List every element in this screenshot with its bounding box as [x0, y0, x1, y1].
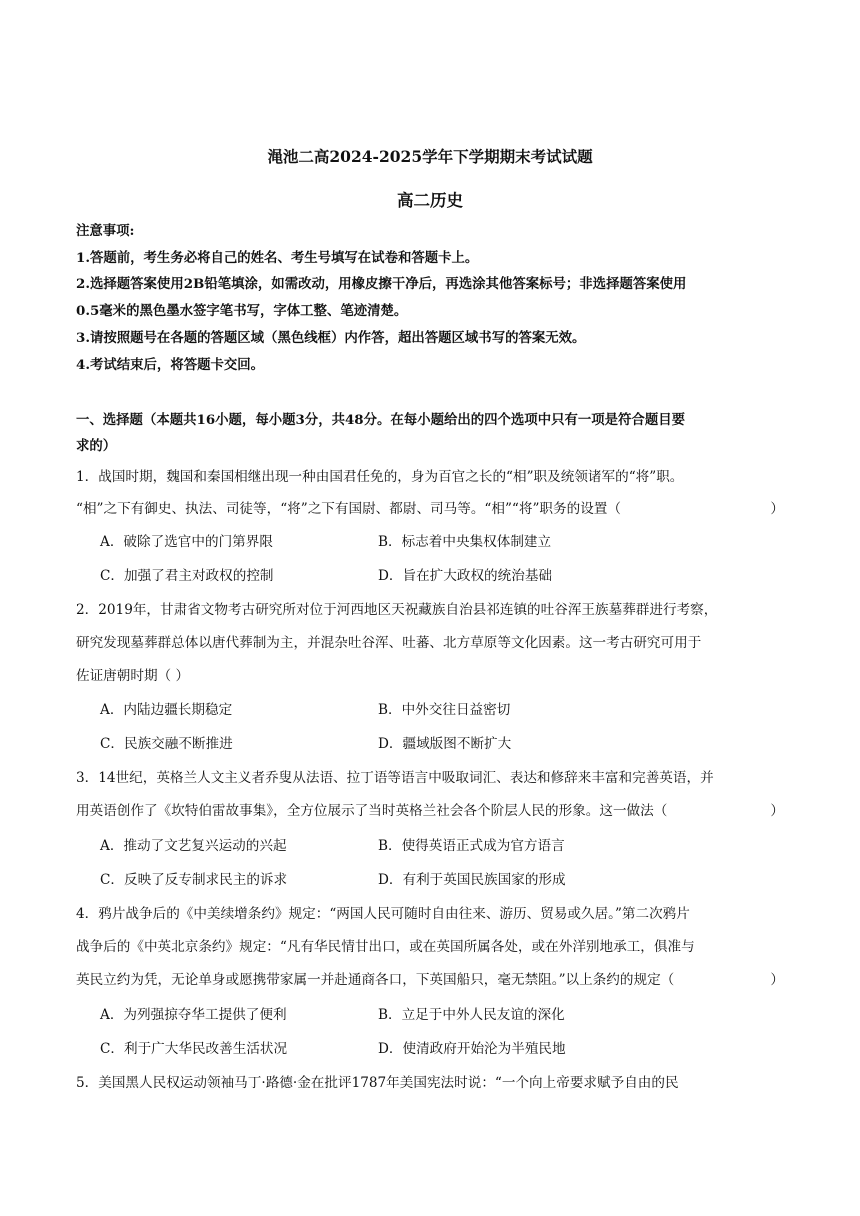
option-b: B．立足于中外人民友谊的深化	[378, 1007, 565, 1023]
option-b: B．使得英语正式成为官方语言	[378, 838, 565, 854]
exam-subject: 高二历史	[397, 191, 463, 210]
option-b: B．中外交往日益密切	[378, 702, 511, 718]
exam-title: 渑池二高2024-2025学年下学期期末考试试题	[267, 147, 593, 166]
option-c: C．反映了反专制求民主的诉求	[100, 872, 288, 888]
question-2-text: 2．2019年，甘肃省文物考古研究所对位于河西地区天祝藏族自治县祁连镇的吐谷浑王族墓葬群进行考察，	[76, 602, 718, 618]
notice-item: 2.选择题答案使用2B铅笔填涂，如需改动，用橡皮擦干净后，再选涂其他答案标号；非选择题答案使用	[76, 276, 687, 292]
notice-item: 1.答题前，考生务必将自己的姓名、考生号填写在试卷和答题卡上。	[76, 250, 479, 266]
notice-item: 3.请按照题号在各题的答题区域（黑色线框）内作答，超出答题区域书写的答案无效。	[76, 330, 586, 346]
question-3-text: 3．14世纪，英格兰人文主义者乔叟从法语、拉丁语等语言中吸取词汇、表达和修辞来丰富和完善英语，并	[76, 770, 714, 786]
section-heading: 一、选择题（本题共16小题，每小题3分，共48分。在每小题给出的四个选项中只有一项是符合题目要	[76, 412, 685, 428]
section-heading-cont: 求的）	[76, 438, 117, 454]
question-3-text: 用英语创作了《坎特伯雷故事集》，全方位展示了当时英格兰社会各个阶层人民的形象。这一做法（	[76, 803, 668, 819]
option-d: D．有利于英国民族国家的形成	[378, 872, 566, 888]
option-d: D．使清政府开始沦为半殖民地	[378, 1041, 566, 1057]
option-a: A．内陆边疆长期稳定	[100, 702, 233, 718]
answer-paren: ）	[770, 972, 784, 988]
notice-item: 4.考试结束后，将答题卡交回。	[76, 357, 265, 373]
question-2-text: 研究发现墓葬群总体以唐代葬制为主，并混杂吐谷浑、吐蕃、北方草原等文化因素。这一考古研究可用于	[76, 635, 702, 651]
notice-heading: 注意事项:	[76, 223, 135, 239]
question-1-text: “相”之下有御史、执法、司徒等，“将”之下有国尉、都尉、司马等。“相”“将”职务的设置（	[76, 501, 621, 517]
option-a: A．破除了选官中的门第界限	[100, 534, 273, 550]
option-d: D．旨在扩大政权的统治基础	[378, 568, 553, 584]
option-a: A．推动了文艺复兴运动的兴起	[100, 838, 287, 854]
question-5-text: 5．美国黑人民权运动领袖马丁·路德·金在批评1787年美国宪法时说：“一个向上帝要求赋予自由的民	[76, 1075, 679, 1091]
option-c: C．加强了君主对政权的控制	[100, 568, 274, 584]
answer-paren: ）	[770, 501, 784, 517]
question-1-text: 1．战国时期，魏国和秦国相继出现一种由国君任免的，身为百官之长的“相”职及统领诸军的“将”职。	[76, 469, 684, 485]
option-b: B．标志着中央集权体制建立	[378, 534, 552, 550]
option-c: C．民族交融不断推进	[100, 736, 233, 752]
question-4-text: 英民立约为凭，无论单身或愿携带家属一并赴通商各口，下英国船只，毫无禁阻。”以上条约的规定（	[76, 972, 675, 988]
option-c: C．利于广大华民改善生活状况	[100, 1041, 288, 1057]
notice-item: 0.5毫米的黑色墨水签字笔书写，字体工整、笔迹清楚。	[76, 303, 408, 319]
option-a: A．为列强掠夺华工提供了便利	[100, 1007, 287, 1023]
option-d: D．疆域版图不断扩大	[378, 736, 512, 752]
question-2-text: 佐证唐朝时期（ ）	[76, 668, 190, 684]
answer-paren: ）	[770, 803, 784, 819]
question-4-text: 4．鸦片战争后的《中美续增条约》规定：“两国人民可随时自由往来、游历、贸易或久居。”第二次鸦片	[76, 906, 690, 922]
question-4-text: 战争后的《中英北京条约》规定：“凡有华民情甘出口，或在英国所属各处，或在外洋别地承工，俱准与	[76, 939, 695, 955]
